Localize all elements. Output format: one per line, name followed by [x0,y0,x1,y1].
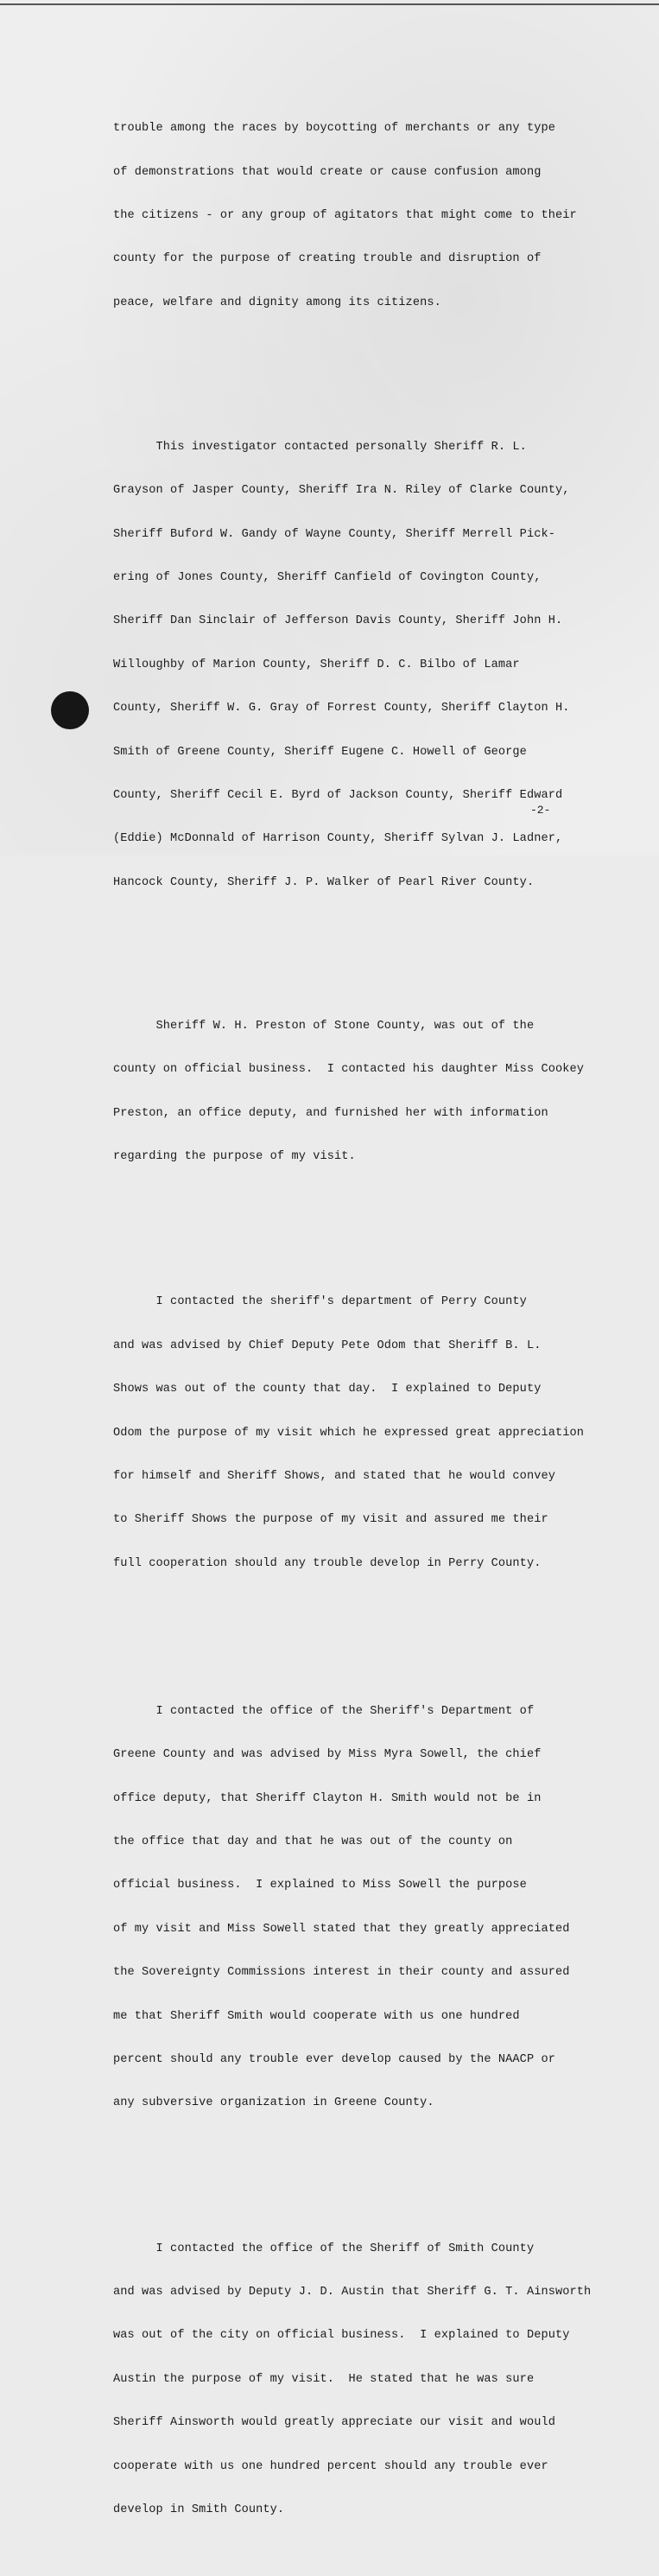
paragraph-5 [113,1676,645,2140]
paragraph-gap [113,1630,645,1647]
paragraph-gap [113,369,645,383]
text-line: Austin the purpose of my visit. He stated that he was sure [113,2372,535,2386]
paragraph-2 [113,411,645,919]
text-line: Shows was out of the county that day. I explained to Deputy [113,1383,542,1396]
text-line: Sheriff Ainsworth would greatly appreciate our visit and would [113,2416,555,2430]
text-line: Smith of Greene County, Sheriff Eugene C. Howell of George [113,745,527,759]
text-line: to Sheriff Shows the purpose of my visit and assured me their [113,1513,548,1527]
text-line: I contacted the office of the Sheriff of Smith County [113,2242,535,2255]
text-line: trouble among the races by boycotting of merchants or any type [113,122,555,136]
text-line: and was advised by Deputy J. D. Austin that Sheriff G. T. Ainsworth [113,2285,592,2299]
page-number: -2- [530,804,551,817]
paragraph-gap [113,2169,645,2184]
text-line: of my visit and Miss Sowell stated that they greatly appreciated [113,1922,570,1936]
text-line: Odom the purpose of my visit which he expressed great appreciation [113,1426,584,1440]
text-line: ering of Jones County, Sheriff Canfield of Covington County, [113,571,542,585]
text-line: peace, welfare and dignity among its citizens. [113,296,441,309]
text-line: Sheriff W. H. Preston of Stone County, was out of the [113,1020,535,1033]
text-line: county for the purpose of creating trouble and disruption of [113,252,542,266]
text-line: percent should any trouble ever develop caused by the NAACP or [113,2052,555,2066]
text-line: Sheriff Buford W. Gandy of Wayne County, Sheriff Merrell Pick- [113,527,555,541]
text-line: and was advised by Chief Deputy Pete Odom that Sheriff B. L. [113,1339,542,1352]
paragraph-gap [113,1223,645,1237]
text-line: Greene County and was advised by Miss Myra Sowell, the chief [113,1748,542,1762]
text-line: was out of the city on official business. I explained to Deputy [113,2329,570,2343]
paragraph-1 [113,93,645,340]
text-line: county on official business. I contacted his daughter Miss Cookey [113,1063,584,1077]
text-line: I contacted the sheriff's department of Perry County [113,1295,527,1309]
text-line: County, Sheriff W. G. Gray of Forrest County, Sheriff Clayton H. [113,702,570,716]
text-line: Preston, an office deputy, and furnished her with information [113,1106,548,1120]
document-body [113,64,645,2576]
text-line: I contacted the office of the Sheriff's Department of [113,1704,535,1718]
text-line: Hancock County, Sheriff J. P. Walker of Pearl River County. [113,875,535,889]
text-line: me that Sheriff Smith would cooperate with us one hundred [113,2009,520,2023]
text-line: County, Sheriff Cecil E. Byrd of Jackson County, Sheriff Edward [113,789,563,803]
text-line: This investigator contacted personally Sheriff R. L. [113,440,527,454]
text-line: Grayson of Jasper County, Sheriff Ira N. Riley of Clarke County, [113,484,570,498]
text-line: Willoughby of Marion County, Sheriff D. C. Bilbo of Lamar [113,658,520,671]
text-line: develop in Smith County. [113,2503,285,2516]
text-line: office deputy, that Sheriff Clayton H. Smith would not be in [113,1791,542,1805]
paragraph-4 [113,1267,645,1600]
paragraph-gap [113,949,645,962]
text-line: the office that day and that he was out of the county on [113,1835,513,1849]
paragraph-3 [113,990,645,1193]
text-line: official business. I explained to Miss Sowell the purpose [113,1879,527,1892]
text-line: for himself and Sheriff Shows, and stated that he would convey [113,1469,555,1483]
text-line: any subversive organization in Greene County. [113,2096,434,2110]
top-rule [0,3,659,5]
punch-hole [51,691,89,729]
text-line: regarding the purpose of my visit. [113,1150,356,1164]
paragraph-6 [113,2213,645,2547]
text-line: cooperate with us one hundred percent should any trouble ever [113,2459,548,2473]
text-line: Sheriff Dan Sinclair of Jefferson Davis County, Sheriff John H. [113,614,563,628]
text-line: full cooperation should any trouble develop in Perry County. [113,1556,542,1570]
text-line: the Sovereignty Commissions interest in their county and assured [113,1966,570,1980]
text-line: (Eddie) McDonnald of Harrison County, Sheriff Sylvan J. Ladner, [113,832,563,846]
text-line: the citizens - or any group of agitators that might come to their [113,208,577,222]
text-line: of demonstrations that would create or cause confusion among [113,165,542,179]
